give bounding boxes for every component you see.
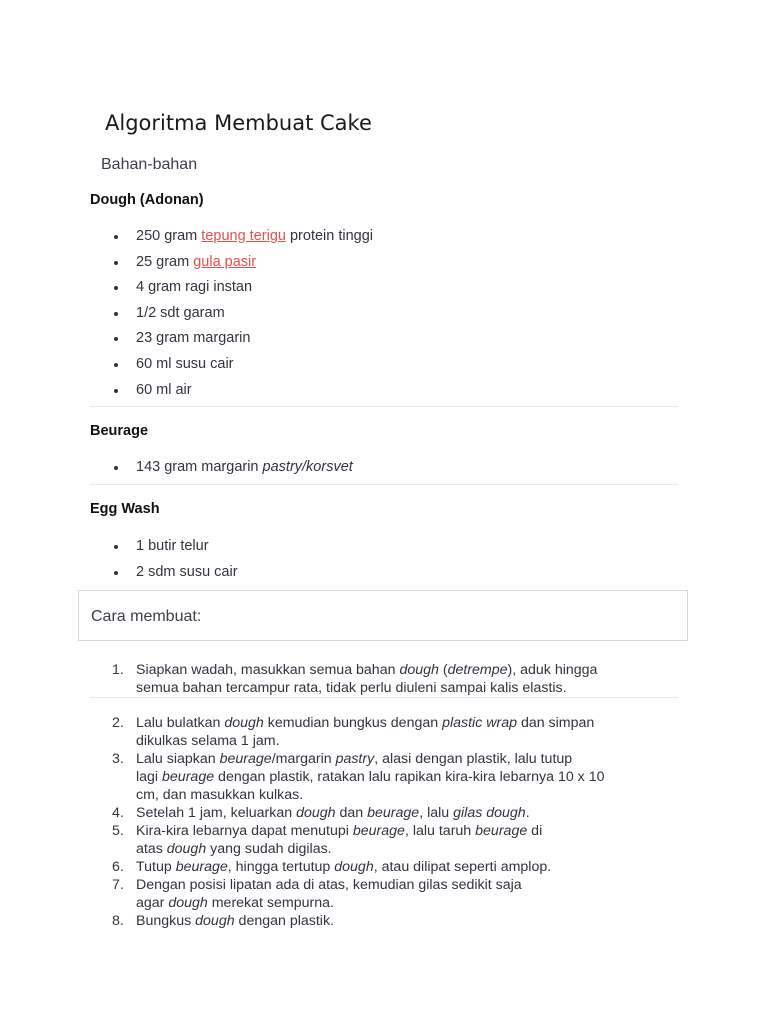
step-text-italic: beurage — [352, 823, 405, 839]
step-text: merekat sempurna. — [207, 895, 334, 911]
step-text-italic: pastry — [335, 751, 375, 767]
link-tepung-terigu[interactable]: tepung terigu — [201, 228, 286, 244]
method-heading-box — [78, 590, 688, 641]
step-text-italic: detrempe — [447, 662, 508, 678]
step-text: , atau dilipat seperti amplop. — [373, 859, 552, 875]
list-item — [110, 252, 373, 278]
step-text: Lalu bulatkan — [136, 715, 225, 731]
step-text: , hingga tertutup — [227, 859, 335, 875]
step-number: 7. — [112, 877, 124, 893]
step-text: semua bahan tercampur rata, tidak perlu diuleni sampai kalis elastis. — [136, 680, 567, 696]
divider — [90, 406, 678, 407]
step-text: , alasi dengan plastik, lalu tutup — [374, 751, 573, 767]
step-item — [108, 876, 688, 912]
step-text: lagi — [136, 769, 163, 785]
step-number: 5. — [112, 823, 124, 839]
step-item — [108, 750, 688, 804]
step-text: ), aduk hingga — [507, 662, 598, 678]
step-item — [108, 912, 688, 930]
step-item — [108, 822, 688, 858]
list-item — [110, 536, 238, 562]
step-text: Tutup — [136, 859, 176, 875]
step-text: , lalu taruh — [404, 823, 476, 839]
step-text: dikulkas selama 1 jam. — [136, 733, 280, 749]
step-text-italic: dough — [296, 805, 336, 821]
bullet-icon — [114, 235, 118, 239]
item-text: 4 gram ragi instan — [136, 279, 253, 296]
ingredient-list-dough — [110, 226, 373, 405]
step-text-italic: dough — [168, 895, 208, 911]
step-text-line — [136, 858, 688, 876]
step-text-italic: beurage — [367, 805, 420, 821]
divider — [90, 484, 678, 485]
step-text: /margarin — [271, 751, 336, 767]
step-text-line — [136, 804, 688, 822]
step-text: agar — [136, 895, 169, 911]
step-number: 4. — [112, 805, 124, 821]
step-text: dan — [335, 805, 368, 821]
item-text: 250 gram — [136, 228, 202, 244]
step-text-line — [136, 894, 688, 912]
step-text-line — [136, 750, 688, 768]
list-item — [110, 354, 373, 380]
step-text: Setelah 1 jam, keluarkan — [136, 805, 297, 821]
step-text: dengan plastik, ratakan lalu rapikan kira-kira lebarnya 10 x 10 — [214, 769, 605, 785]
step-number: 8. — [112, 913, 124, 929]
item-text: 2 sdm susu cair — [136, 563, 238, 580]
step-text: kemudian bungkus dengan — [263, 715, 443, 731]
list-item — [110, 303, 373, 329]
ingredient-list-egg-wash — [110, 536, 238, 587]
step-item — [108, 858, 688, 876]
link-gula-pasir[interactable]: gula pasir — [193, 253, 257, 270]
item-text: protein tinggi — [285, 228, 374, 244]
list-item — [110, 457, 353, 483]
bullet-icon — [114, 466, 118, 470]
bullet-icon — [114, 389, 118, 393]
step-text-italic: dough — [224, 715, 264, 731]
step-text-line — [136, 840, 688, 858]
step-text-italic: gilas dough — [453, 805, 526, 821]
step-text-italic: beurage — [162, 769, 215, 785]
step-text-italic: dough — [334, 859, 374, 875]
method-heading: Cara membuat: — [91, 608, 202, 625]
step-item — [108, 661, 688, 697]
step-text-line — [136, 661, 688, 679]
step-text-line — [136, 876, 688, 894]
step-text: dengan plastik. — [234, 913, 334, 929]
step-text-italic: dough — [195, 913, 235, 929]
step-text: di — [527, 823, 543, 839]
bullet-icon — [114, 337, 118, 341]
list-item — [110, 328, 373, 354]
step-text: Dengan posisi lipatan ada di atas, kemudian gilas sedikit saja — [136, 877, 522, 893]
step-text-italic: dough — [166, 841, 207, 857]
section-subtitle: Bahan-bahan — [101, 156, 198, 173]
step-text-italic: beurage — [219, 751, 272, 767]
step-text-line — [136, 786, 688, 804]
page-title: Algoritma Membuat Cake — [105, 111, 372, 135]
list-item — [110, 226, 373, 252]
step-text: Kira-kira lebarnya dapat menutupi — [136, 823, 353, 839]
step-text: atas — [136, 841, 167, 857]
section-heading-egg-wash: Egg Wash — [90, 501, 160, 517]
steps-list — [108, 661, 688, 697]
step-text: dan simpan — [517, 715, 595, 731]
step-item — [108, 714, 688, 750]
bullet-icon — [114, 286, 118, 290]
step-number: 6. — [112, 859, 124, 875]
step-text: ( — [438, 662, 448, 678]
section-heading-beurage: Beurage — [90, 423, 149, 439]
step-number: 1. — [112, 662, 124, 678]
item-text: 23 gram margarin — [136, 330, 251, 347]
list-item — [110, 380, 373, 406]
step-number: 2. — [112, 715, 124, 731]
item-text: 1 butir telur — [136, 538, 209, 554]
step-text-italic: beurage — [175, 859, 228, 875]
steps-list — [108, 714, 688, 930]
step-text-line — [136, 768, 688, 786]
step-text-line — [136, 912, 688, 930]
bullet-icon — [114, 312, 118, 316]
step-text: cm, dan masukkan kulkas. — [136, 787, 304, 803]
step-number: 3. — [112, 751, 124, 767]
item-text: 60 ml air — [136, 381, 192, 398]
step-item — [108, 804, 688, 822]
step-text-line — [136, 822, 688, 840]
step-text: Lalu siapkan — [136, 751, 220, 767]
step-text-italic: dough — [399, 662, 439, 678]
section-heading-dough: Dough (Adonan) — [90, 192, 204, 208]
item-text: 60 ml susu cair — [136, 355, 234, 372]
step-text-line — [136, 679, 688, 697]
step-text-italic: plastic wrap — [442, 715, 517, 731]
bullet-icon — [114, 363, 118, 367]
step-text: , lalu — [419, 805, 454, 821]
ingredient-list-beurage — [110, 457, 353, 483]
divider — [90, 697, 678, 698]
list-item — [110, 277, 373, 303]
step-text: . — [525, 805, 530, 821]
step-text-line — [136, 732, 688, 750]
item-text: 25 gram — [136, 253, 194, 270]
item-text: 1/2 sdt garam — [136, 304, 225, 321]
item-text-italic: pastry/korsvet — [262, 459, 353, 475]
step-text: Siapkan wadah, masukkan semua bahan — [136, 662, 400, 678]
step-text-italic: beurage — [475, 823, 528, 839]
bullet-icon — [114, 571, 118, 575]
step-text: Bungkus — [136, 913, 196, 929]
step-text: yang sudah digilas. — [206, 841, 332, 857]
list-item — [110, 562, 238, 588]
item-text: 143 gram margarin — [136, 459, 263, 475]
bullet-icon — [114, 261, 118, 265]
bullet-icon — [114, 545, 118, 549]
step-text-line — [136, 714, 688, 732]
